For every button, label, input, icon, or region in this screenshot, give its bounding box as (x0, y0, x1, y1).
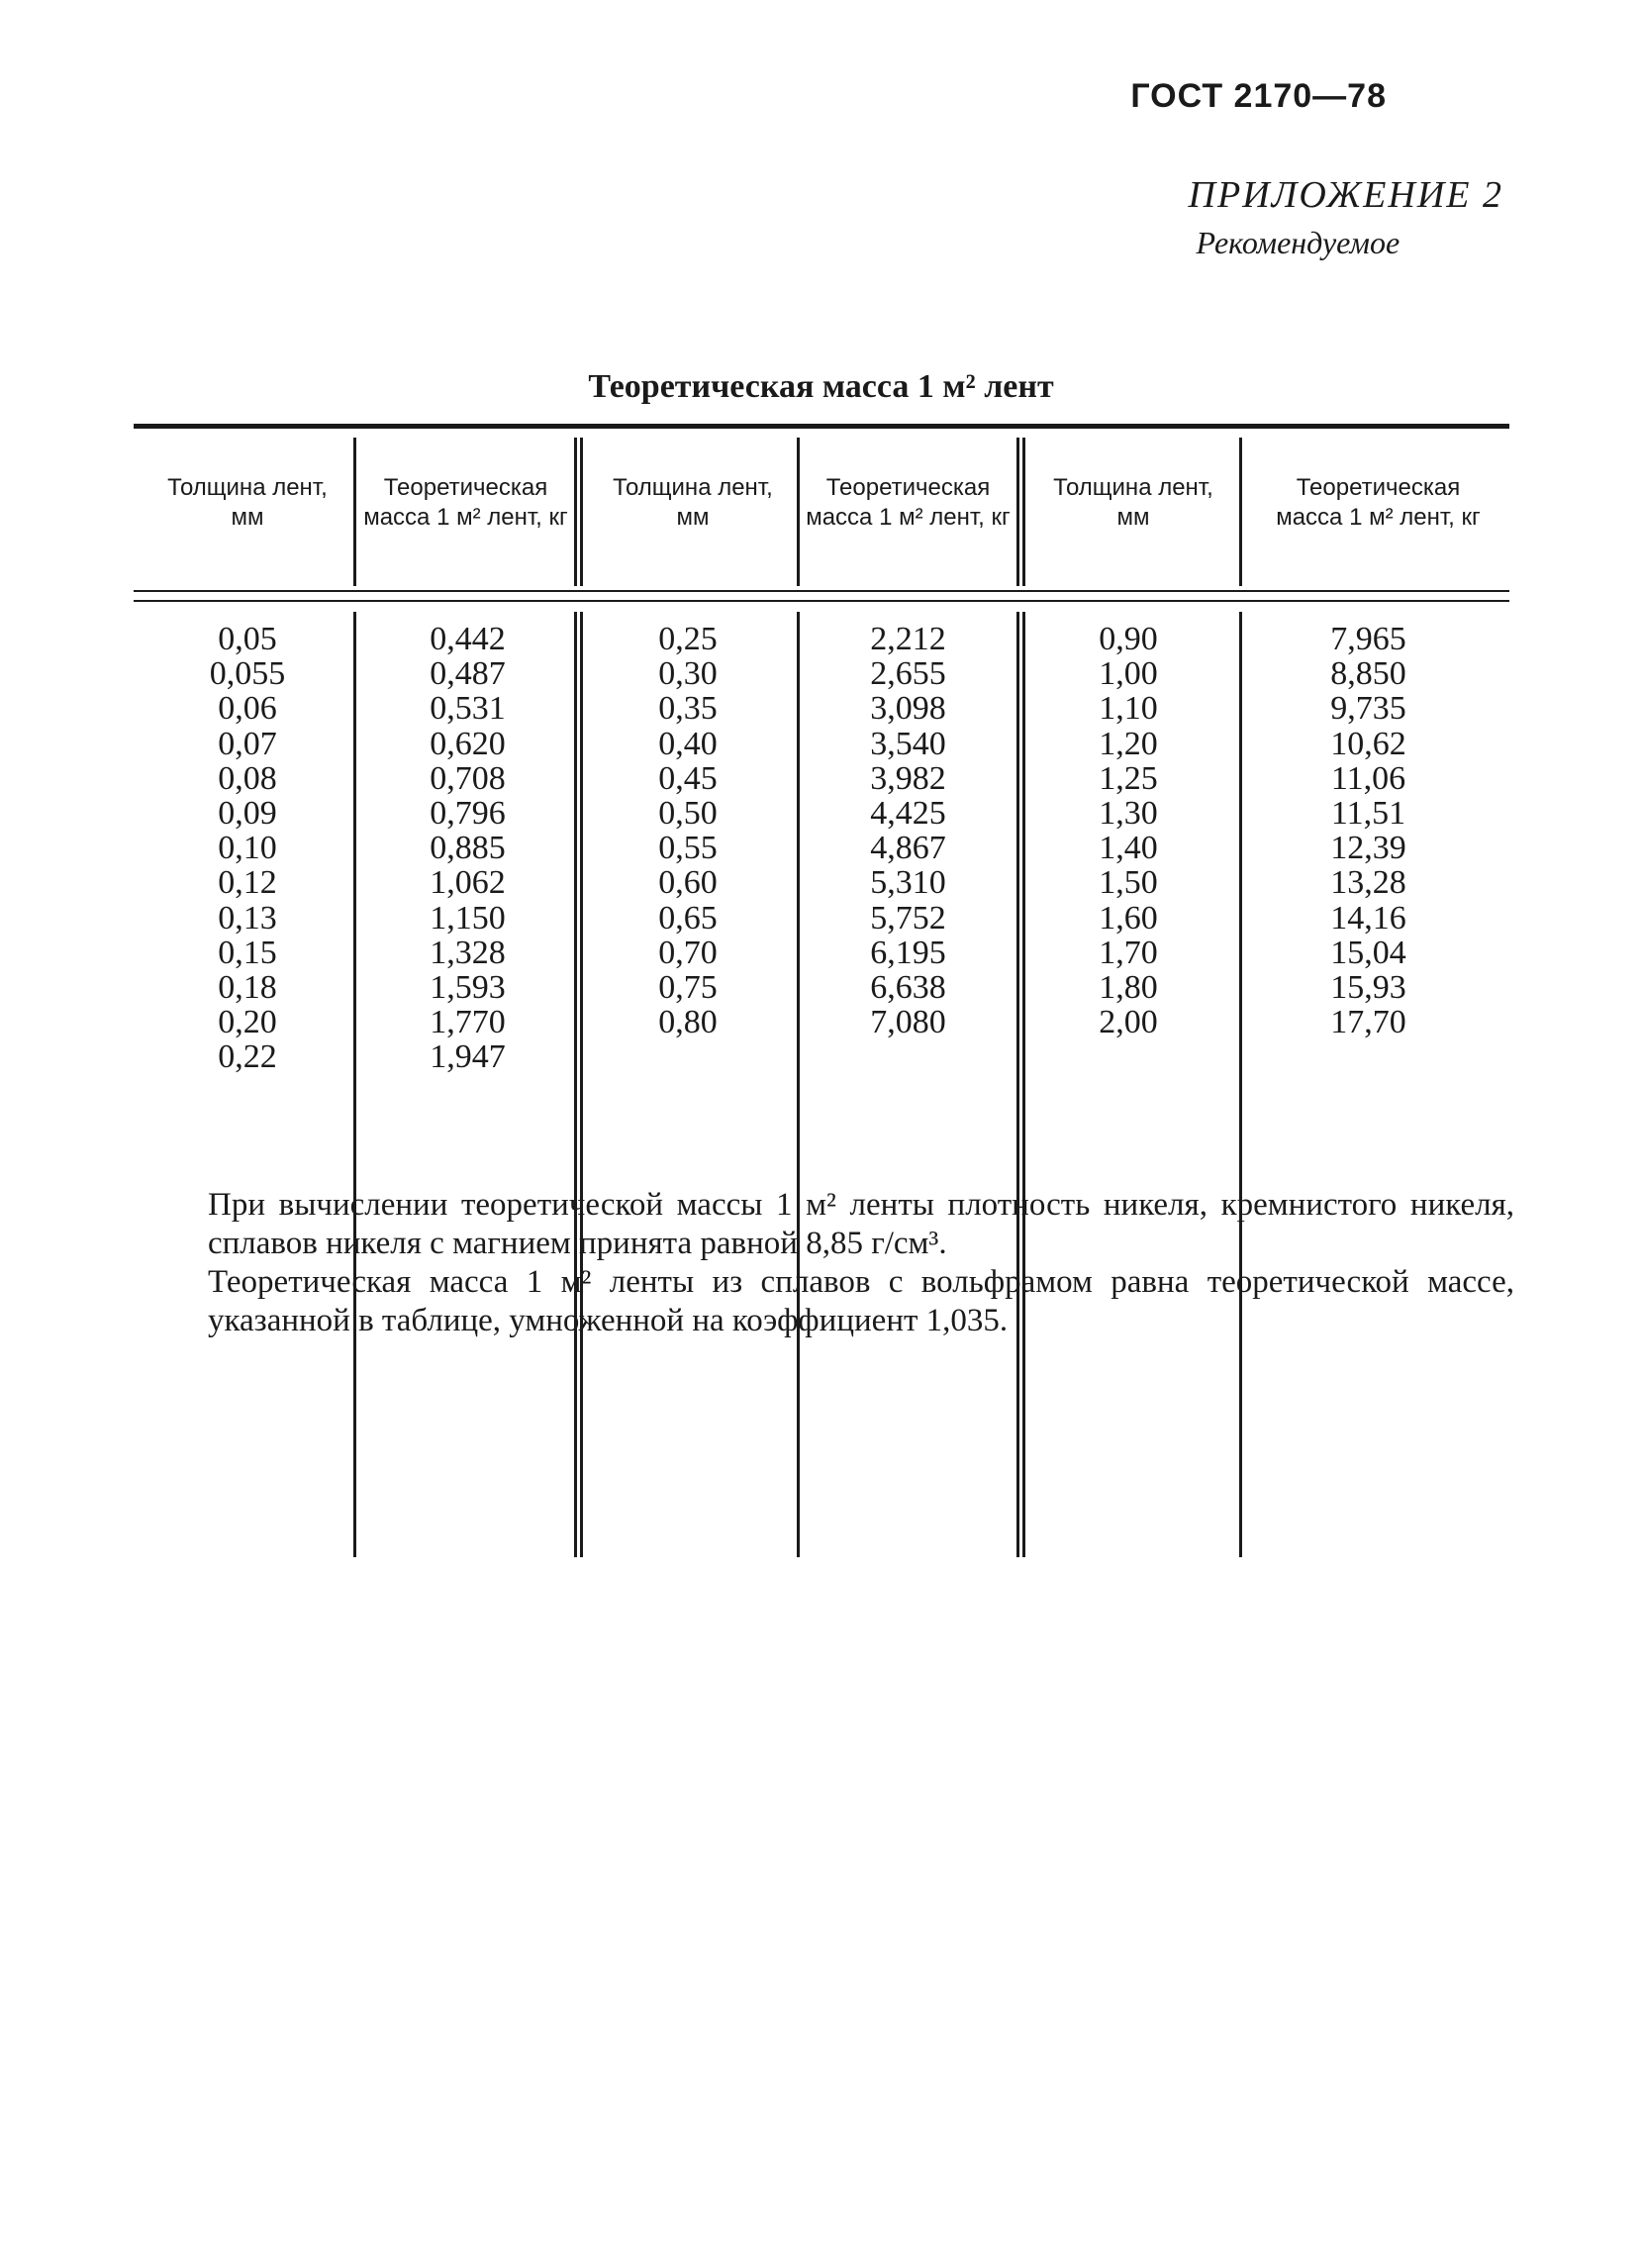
thickness-cell: 0,18 (218, 968, 277, 1006)
header-thickness: Толщина лент, мм (1053, 474, 1213, 531)
thickness-cell: 0,09 (218, 794, 277, 832)
appendix-title: ПРИЛОЖЕНИЕ 2 (1188, 174, 1503, 216)
thickness-cell: 0,15 (218, 934, 277, 971)
column-divider (580, 612, 583, 1557)
column-divider (353, 612, 356, 1557)
mass-cell: 1,062 (430, 864, 506, 902)
appendix-block (1189, 173, 1503, 261)
mass-cell: 15,93 (1330, 968, 1406, 1006)
column-divider (797, 438, 800, 586)
note-paragraph: Теоретическая масса 1 м² ленты из сплавов с вольфрамом равна теоретической массе, указанной в таблице, умноженной на коэффициент 1,035. (208, 1264, 1514, 1338)
column-divider (1016, 612, 1019, 1557)
thickness-cell: 0,45 (658, 759, 718, 797)
header-thickness: Толщина лент, мм (167, 474, 328, 531)
header-mass: Теоретическая масса 1 м² лент, кг (363, 474, 568, 531)
thickness-column (1054, 622, 1203, 1039)
column-divider (1022, 438, 1025, 586)
thickness-cell: 0,35 (658, 690, 718, 728)
mass-cell: 3,540 (870, 725, 946, 762)
thickness-column (173, 622, 322, 1074)
thickness-cell: 0,25 (658, 621, 718, 657)
column-divider (1016, 438, 1019, 586)
thickness-cell: 0,80 (658, 1004, 718, 1041)
mass-cell: 1,328 (430, 934, 506, 971)
mass-cell: 17,70 (1330, 1004, 1406, 1041)
mass-cell: 13,28 (1330, 864, 1406, 902)
column-divider (353, 438, 356, 586)
thickness-cell: 0,05 (218, 621, 277, 657)
note-paragraph: При вычислении теоретической массы 1 м² ленты плотность никеля, кремнистого никеля, сплавов никеля с магнием принята равной 8,85 г/см³. (208, 1187, 1514, 1261)
thickness-cell: 1,40 (1099, 830, 1158, 867)
appendix-status: Рекомендуемое (1196, 225, 1401, 260)
mass-cell: 0,487 (430, 655, 506, 693)
thickness-cell: 1,10 (1099, 690, 1158, 728)
mass-cell: 3,098 (870, 690, 946, 728)
mass-cell: 0,620 (430, 725, 506, 762)
mass-cell: 3,982 (870, 759, 946, 797)
thickness-cell: 1,00 (1099, 655, 1158, 693)
thickness-cell: 0,20 (218, 1004, 277, 1041)
thickness-cell: 0,55 (658, 830, 718, 867)
mass-cell: 9,735 (1330, 690, 1406, 728)
thickness-cell: 0,75 (658, 968, 718, 1006)
mass-cell: 7,965 (1330, 621, 1406, 657)
mass-cell: 0,885 (430, 830, 506, 867)
mass-cell: 6,638 (870, 968, 946, 1006)
table-columns (134, 424, 1509, 1562)
thickness-cell: 1,80 (1099, 968, 1158, 1006)
mass-cell: 0,796 (430, 794, 506, 832)
mass-cell: 1,150 (430, 899, 506, 937)
thickness-cell: 0,06 (218, 690, 277, 728)
thickness-cell: 0,07 (218, 725, 277, 762)
thickness-cell: 0,50 (658, 794, 718, 832)
notes (208, 1186, 1514, 1340)
thickness-cell: 0,60 (658, 864, 718, 902)
column-divider (1022, 612, 1025, 1557)
mass-cell: 2,212 (870, 621, 946, 657)
thickness-cell: 1,20 (1099, 725, 1158, 762)
thickness-cell: 0,30 (658, 655, 718, 693)
column-divider (1239, 612, 1242, 1557)
mass-cell: 1,947 (430, 1038, 506, 1076)
mass-cell: 7,080 (870, 1004, 946, 1041)
mass-cell: 11,51 (1330, 794, 1406, 832)
thickness-cell: 0,22 (218, 1038, 277, 1076)
header-thickness: Толщина лент, мм (613, 474, 773, 531)
mass-cell: 1,593 (430, 968, 506, 1006)
column-divider (580, 438, 583, 586)
mass-cell: 4,425 (870, 794, 946, 832)
mass-column (821, 622, 995, 1039)
header-mass: Теоретическая масса 1 м² лент, кг (806, 474, 1011, 531)
mass-cell: 14,16 (1330, 899, 1406, 937)
thickness-cell: 1,25 (1099, 759, 1158, 797)
column-divider (797, 612, 800, 1557)
mass-table (134, 424, 1509, 1076)
mass-column (381, 622, 554, 1074)
mass-cell: 5,752 (870, 899, 946, 937)
mass-cell: 11,06 (1330, 759, 1406, 797)
mass-cell: 1,770 (430, 1004, 506, 1041)
mass-cell: 6,195 (870, 934, 946, 971)
thickness-cell: 1,60 (1099, 899, 1158, 937)
mass-cell: 2,655 (870, 655, 946, 693)
thickness-cell: 1,50 (1099, 864, 1158, 902)
mass-cell: 8,850 (1330, 655, 1406, 693)
table-caption: Теоретическая масса 1 м² лент (588, 368, 1054, 405)
mass-cell: 0,531 (430, 690, 506, 728)
mass-cell: 12,39 (1330, 830, 1406, 867)
mass-cell: 10,62 (1330, 725, 1406, 762)
thickness-cell: 0,70 (658, 934, 718, 971)
mass-column (1282, 622, 1455, 1039)
mass-cell: 5,310 (870, 864, 946, 902)
thickness-cell: 0,65 (658, 899, 718, 937)
thickness-cell: 1,30 (1099, 794, 1158, 832)
mass-cell: 4,867 (870, 830, 946, 867)
thickness-cell: 0,12 (218, 864, 277, 902)
thickness-cell: 0,13 (218, 899, 277, 937)
header-mass: Теоретическая масса 1 м² лент, кг (1276, 474, 1481, 531)
document-code: ГОСТ 2170—78 (1130, 77, 1387, 115)
mass-cell: 0,708 (430, 759, 506, 797)
column-divider (1239, 438, 1242, 586)
column-divider (574, 438, 577, 586)
thickness-cell: 0,90 (1099, 621, 1158, 657)
column-divider (574, 612, 577, 1557)
thickness-cell: 0,055 (209, 655, 286, 693)
thickness-column (614, 622, 762, 1039)
thickness-cell: 0,10 (218, 830, 277, 867)
mass-cell: 0,442 (430, 621, 506, 657)
thickness-cell: 0,08 (218, 759, 277, 797)
thickness-cell: 1,70 (1099, 934, 1158, 971)
thickness-cell: 2,00 (1099, 1004, 1158, 1041)
thickness-cell: 0,40 (658, 725, 718, 762)
mass-cell: 15,04 (1330, 934, 1406, 971)
